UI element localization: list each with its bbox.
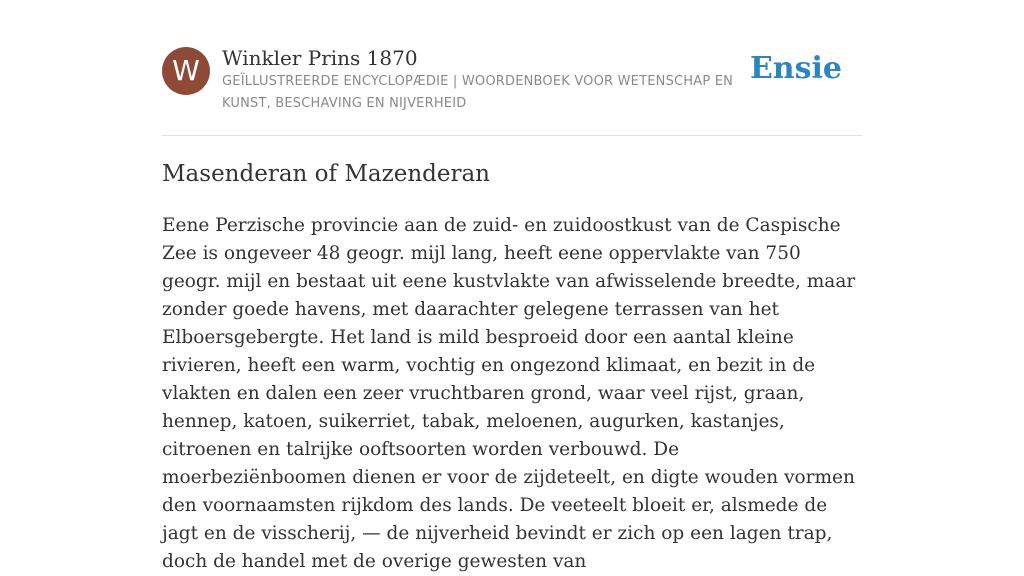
header-divider: [162, 135, 862, 136]
source-title[interactable]: Winkler Prins 1870: [222, 46, 418, 70]
brand-logo[interactable]: Ensie: [749, 51, 842, 86]
source-header: [162, 45, 862, 135]
avatar[interactable]: W: [162, 47, 210, 95]
entry-title: Masenderan of Mazenderan: [162, 161, 490, 187]
source-subtitle: GEÏLLUSTREERDE ENCYCLOPÆDIE | WOORDENBOEK VOOR WETENSCHAP EN KUNST, BESCHAVING EN NIJVERHEID: [222, 74, 734, 111]
entry-body: Eene Perzische provincie aan de zuid- en zuidoostkust van de Caspische Zee is ongeveer 48 geogr. mijl lang, heeft eene oppervlakte van 750 geogr. mijl en bestaat uit eene kustvlakte van afwisselende breedte, maar zonder goede havens, met daarachter gelegene terrassen van het Elboersgebergte. Het land is mild besproeid door een aantal kleine rivieren, heeft een warm, vochtig en ongezond klimaat, en bezit in de vlakten en dalen een zeer vruchtbaren grond, waar veel rijst, graan, hennep, katoen, suikerriet, tabak, meloenen, augurken, kastanjes, citroenen en talrijke ooftsoorten worden verbouwd. De moerbeziënboomen dienen er voor de zijdeteelt, en digte wouden vormen den voornaamsten rijkdom des lands. De veeteelt bloeit er, alsmede de jagt en de visscherij, — de nijverheid bevindt er zich op een lagen trap, doch de handel met de overige gewesten van: [162, 215, 856, 572]
